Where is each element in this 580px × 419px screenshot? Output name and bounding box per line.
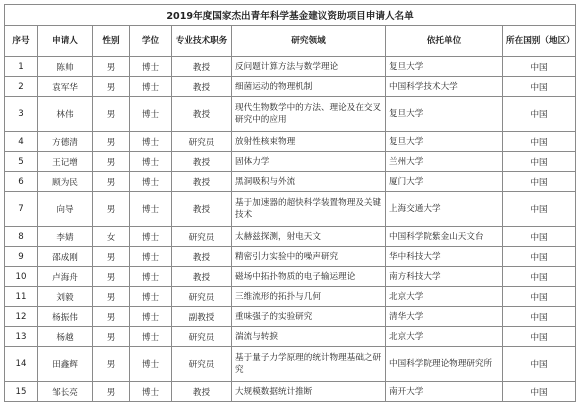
applicant-list-sheet [4,4,575,402]
cell-field: 细菌运动的物理机制 [232,77,386,97]
table-row [5,132,576,152]
cell-region: 中国 [503,227,576,247]
cell-degree: 博士 [130,382,172,402]
table-row [5,247,576,267]
cell-unit: 兰州大学 [386,152,503,172]
cell-no: 4 [5,132,38,152]
cell-field: 现代生物数学中的方法、理论及在交叉研究中的应用 [232,97,386,132]
cell-title: 教授 [172,152,232,172]
cell-region: 中国 [503,152,576,172]
cell-unit: 复旦大学 [386,97,503,132]
cell-gender: 女 [93,227,130,247]
cell-degree: 博士 [130,247,172,267]
cell-gender: 男 [93,77,130,97]
header-row [5,26,576,57]
table-row [5,97,576,132]
cell-no: 6 [5,172,38,192]
cell-field: 基于加速器的超快科学装置物理及关键技术 [232,192,386,227]
table-row [5,307,576,327]
cell-field: 重味强子的实验研究 [232,307,386,327]
header-unit: 依托单位 [386,26,503,57]
header-region: 所在国别（地区） [503,26,576,57]
cell-no: 5 [5,152,38,172]
cell-no: 13 [5,327,38,347]
cell-field: 固体力学 [232,152,386,172]
title-row [5,5,576,26]
cell-region: 中国 [503,247,576,267]
table-row [5,172,576,192]
cell-name: 杨越 [38,327,93,347]
cell-no: 10 [5,267,38,287]
cell-no: 3 [5,97,38,132]
cell-field: 三维流形的拓扑与几何 [232,287,386,307]
cell-no: 11 [5,287,38,307]
cell-title: 教授 [172,97,232,132]
cell-gender: 男 [93,172,130,192]
cell-region: 中国 [503,267,576,287]
cell-unit: 中国科学院紫金山天文台 [386,227,503,247]
cell-title: 教授 [172,247,232,267]
cell-name: 顾为民 [38,172,93,192]
cell-name: 刘毅 [38,287,93,307]
cell-degree: 博士 [130,192,172,227]
cell-gender: 男 [93,327,130,347]
cell-name: 卢海舟 [38,267,93,287]
cell-region: 中国 [503,172,576,192]
table-row [5,327,576,347]
cell-degree: 博士 [130,132,172,152]
cell-no: 7 [5,192,38,227]
cell-region: 中国 [503,192,576,227]
cell-degree: 博士 [130,77,172,97]
cell-unit: 中国科学技术大学 [386,77,503,97]
header-title: 专业技术职务 [172,26,232,57]
cell-title: 教授 [172,192,232,227]
cell-gender: 男 [93,287,130,307]
cell-region: 中国 [503,77,576,97]
cell-gender: 男 [93,132,130,152]
cell-degree: 博士 [130,227,172,247]
table-row [5,227,576,247]
cell-unit: 复旦大学 [386,57,503,77]
table-row [5,347,576,382]
cell-title: 研究员 [172,327,232,347]
cell-gender: 男 [93,267,130,287]
cell-title: 副教授 [172,307,232,327]
cell-gender: 男 [93,382,130,402]
cell-degree: 博士 [130,267,172,287]
header-no: 序号 [5,26,38,57]
cell-unit: 复旦大学 [386,132,503,152]
cell-title: 研究员 [172,347,232,382]
cell-degree: 博士 [130,57,172,77]
cell-region: 中国 [503,327,576,347]
cell-no: 9 [5,247,38,267]
header-field: 研究领域 [232,26,386,57]
cell-name: 陈帅 [38,57,93,77]
table-body [5,57,576,402]
cell-unit: 清华大学 [386,307,503,327]
cell-region: 中国 [503,97,576,132]
cell-name: 李婧 [38,227,93,247]
cell-name: 袁军华 [38,77,93,97]
cell-name: 杨振伟 [38,307,93,327]
cell-title: 教授 [172,57,232,77]
cell-degree: 博士 [130,307,172,327]
cell-unit: 南开大学 [386,382,503,402]
cell-name: 田鑫辉 [38,347,93,382]
table-row [5,382,576,402]
cell-title: 教授 [172,172,232,192]
cell-field: 太赫兹探测，射电天文 [232,227,386,247]
header-gender: 性别 [93,26,130,57]
cell-degree: 博士 [130,97,172,132]
cell-no: 12 [5,307,38,327]
cell-name: 邹长亮 [38,382,93,402]
table-title: 2019年度国家杰出青年科学基金建议资助项目申请人名单 [5,5,576,26]
cell-title: 研究员 [172,132,232,152]
cell-degree: 博士 [130,287,172,307]
cell-name: 方德清 [38,132,93,152]
cell-unit: 南方科技大学 [386,267,503,287]
cell-field: 精密引力实验中的噪声研究 [232,247,386,267]
table-row [5,287,576,307]
applicant-table [4,4,576,402]
cell-unit: 华中科技大学 [386,247,503,267]
cell-title: 研究员 [172,287,232,307]
cell-no: 14 [5,347,38,382]
cell-field: 基于量子力学原理的统计物理基础之研究 [232,347,386,382]
cell-title: 教授 [172,77,232,97]
cell-region: 中国 [503,307,576,327]
table-row [5,77,576,97]
cell-name: 邵成刚 [38,247,93,267]
cell-region: 中国 [503,287,576,307]
cell-degree: 博士 [130,172,172,192]
cell-gender: 男 [93,57,130,77]
cell-name: 王记增 [38,152,93,172]
cell-title: 研究员 [172,227,232,247]
cell-gender: 男 [93,192,130,227]
cell-gender: 男 [93,347,130,382]
cell-name: 林伟 [38,97,93,132]
cell-field: 大规模数据统计推断 [232,382,386,402]
cell-gender: 男 [93,152,130,172]
cell-region: 中国 [503,132,576,152]
cell-field: 反问题计算方法与数学理论 [232,57,386,77]
cell-region: 中国 [503,382,576,402]
cell-field: 放射性核束物理 [232,132,386,152]
cell-field: 磁场中拓扑物质的电子输运理论 [232,267,386,287]
cell-field: 湍流与转捩 [232,327,386,347]
cell-region: 中国 [503,57,576,77]
cell-name: 向导 [38,192,93,227]
cell-unit: 北京大学 [386,287,503,307]
cell-gender: 男 [93,307,130,327]
cell-field: 黑洞吸积与外流 [232,172,386,192]
cell-gender: 男 [93,247,130,267]
cell-unit: 上海交通大学 [386,192,503,227]
cell-degree: 博士 [130,327,172,347]
cell-title: 教授 [172,267,232,287]
cell-region: 中国 [503,347,576,382]
cell-no: 2 [5,77,38,97]
table-row [5,192,576,227]
cell-unit: 北京大学 [386,327,503,347]
header-degree: 学位 [130,26,172,57]
table-row [5,152,576,172]
cell-no: 8 [5,227,38,247]
table-row [5,57,576,77]
cell-title: 教授 [172,382,232,402]
cell-degree: 博士 [130,347,172,382]
cell-unit: 中国科学院理论物理研究所 [386,347,503,382]
cell-no: 15 [5,382,38,402]
header-name: 申请人 [38,26,93,57]
cell-no: 1 [5,57,38,77]
cell-gender: 男 [93,97,130,132]
cell-unit: 厦门大学 [386,172,503,192]
table-row [5,267,576,287]
cell-degree: 博士 [130,152,172,172]
